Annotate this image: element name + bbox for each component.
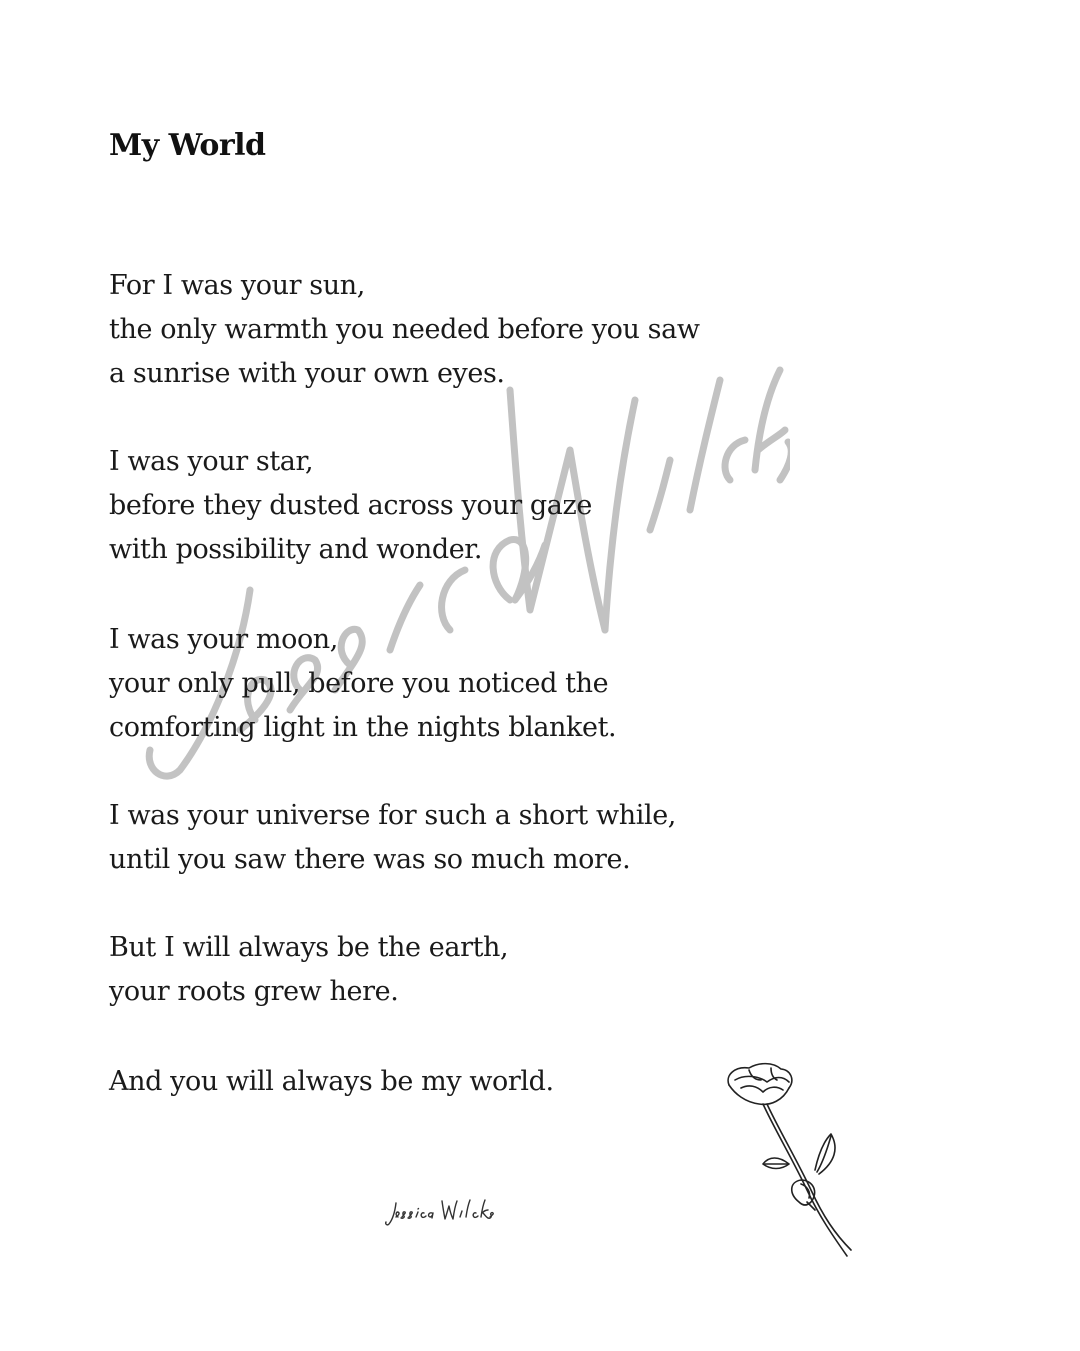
poem-line: your only pull, before you noticed the: [109, 668, 609, 699]
stanza-3: [109, 618, 616, 750]
stanza-2: [109, 440, 592, 572]
poem-line: until you saw there was so much more.: [109, 844, 631, 875]
signature: [382, 1195, 502, 1231]
stanza-5: [109, 926, 508, 1014]
poem-line: a sunrise with your own eyes.: [109, 358, 505, 389]
poem-line: But I will always be the earth,: [109, 932, 509, 963]
stanza-1: [109, 264, 700, 396]
stanza-4: [109, 794, 676, 882]
poem-line: comforting light in the nights blanket.: [109, 712, 617, 743]
poem-title: My World: [109, 128, 266, 163]
poem-line: And you will always be my world.: [109, 1066, 554, 1097]
poem-line: I was your star,: [109, 446, 314, 477]
poem-line: your roots grew here.: [109, 976, 399, 1007]
poem-line: For I was your sun,: [109, 270, 365, 301]
poem-line: I was your universe for such a short while,: [109, 800, 676, 831]
flower-icon: [715, 1060, 865, 1260]
stanza-6: [109, 1060, 554, 1104]
poem-line: I was your moon,: [109, 624, 338, 655]
poem-line: with possibility and wonder.: [109, 534, 483, 565]
poem-line: the only warmth you needed before you saw: [109, 314, 700, 345]
poem-line: before they dusted across your gaze: [109, 490, 592, 521]
